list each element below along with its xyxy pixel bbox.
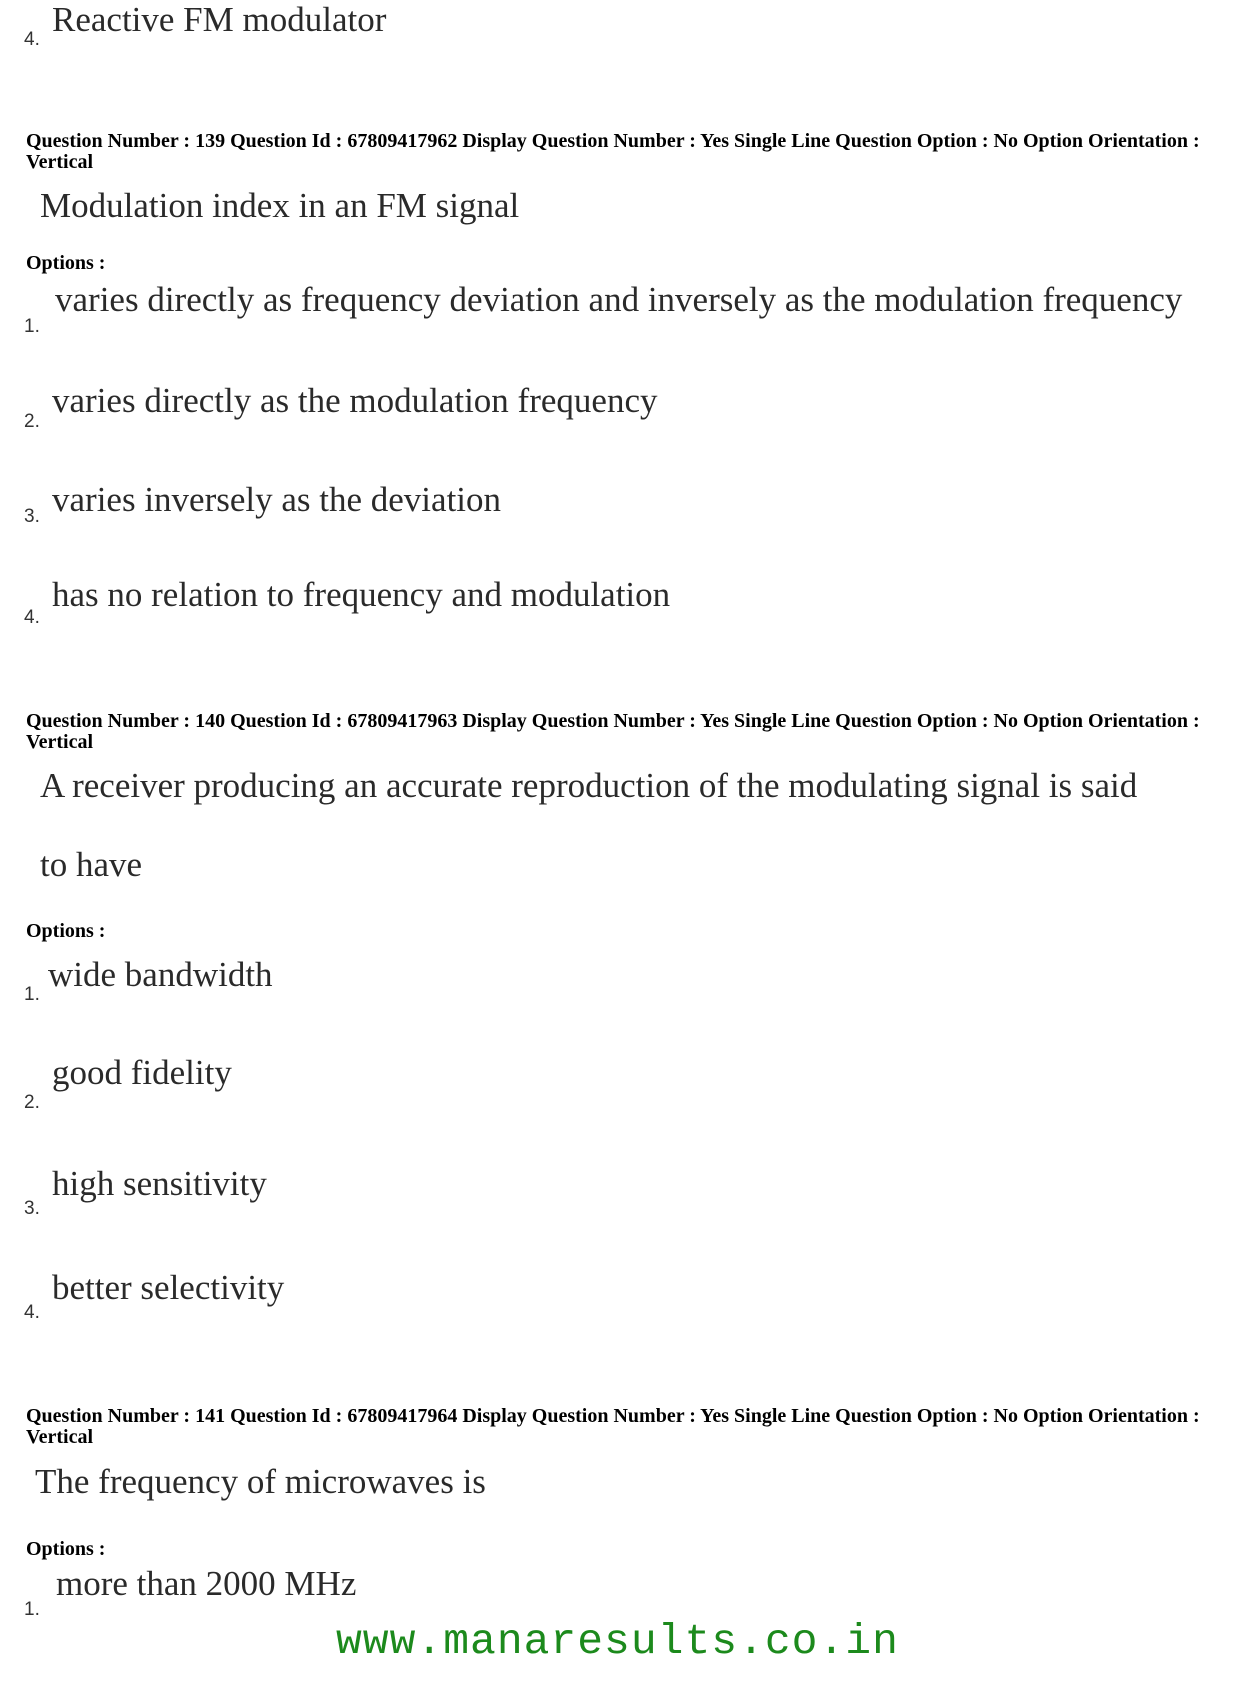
option-text: wide bandwidth xyxy=(48,955,273,994)
option-text: has no relation to frequency and modulation xyxy=(52,575,671,614)
option-number: 3. xyxy=(24,506,40,527)
options-label: Options : xyxy=(26,1538,106,1560)
option-number: 1. xyxy=(24,984,40,1005)
option-text: high sensitivity xyxy=(52,1164,267,1203)
option-number: 2. xyxy=(24,411,40,432)
question-meta: Question Number : 140 Question Id : 67809417963 Display Question Number : Yes Single Line Question Option : No Option Orientation : Vertical xyxy=(26,710,1200,753)
option-number: 4. xyxy=(24,607,40,628)
question-text: to have xyxy=(40,845,143,884)
watermark-url: www.manaresults.co.in xyxy=(336,1617,899,1666)
option-number: 1. xyxy=(24,316,40,337)
question-meta: Question Number : 139 Question Id : 67809417962 Display Question Number : Yes Single Line Question Option : No Option Orientation : Vertical xyxy=(26,130,1200,173)
option-text: better selectivity xyxy=(52,1268,285,1307)
question-text: The frequency of microwaves is xyxy=(35,1462,486,1501)
option-number: 2. xyxy=(24,1092,40,1113)
option-number: 1. xyxy=(24,1599,40,1620)
option-number: 3. xyxy=(24,1198,40,1219)
option-text: Reactive FM modulator xyxy=(52,0,387,39)
question-meta: Question Number : 141 Question Id : 67809417964 Display Question Number : Yes Single Line Question Option : No Option Orientation : Vertical xyxy=(26,1405,1200,1448)
option-text: varies inversely as the deviation xyxy=(52,480,502,519)
option-number: 4. xyxy=(24,1302,40,1323)
option-text: more than 2000 MHz xyxy=(56,1564,357,1603)
question-text: A receiver producing an accurate reproduction of the modulating signal is said xyxy=(40,766,1138,805)
options-label: Options : xyxy=(26,920,106,942)
question-text: Modulation index in an FM signal xyxy=(40,186,520,225)
option-text: good fidelity xyxy=(52,1053,232,1092)
options-label: Options : xyxy=(26,252,106,274)
option-text: varies directly as the modulation frequency xyxy=(52,381,658,420)
option-number: 4. xyxy=(24,29,40,50)
option-text: varies directly as frequency deviation and inversely as the modulation frequency xyxy=(55,280,1183,319)
